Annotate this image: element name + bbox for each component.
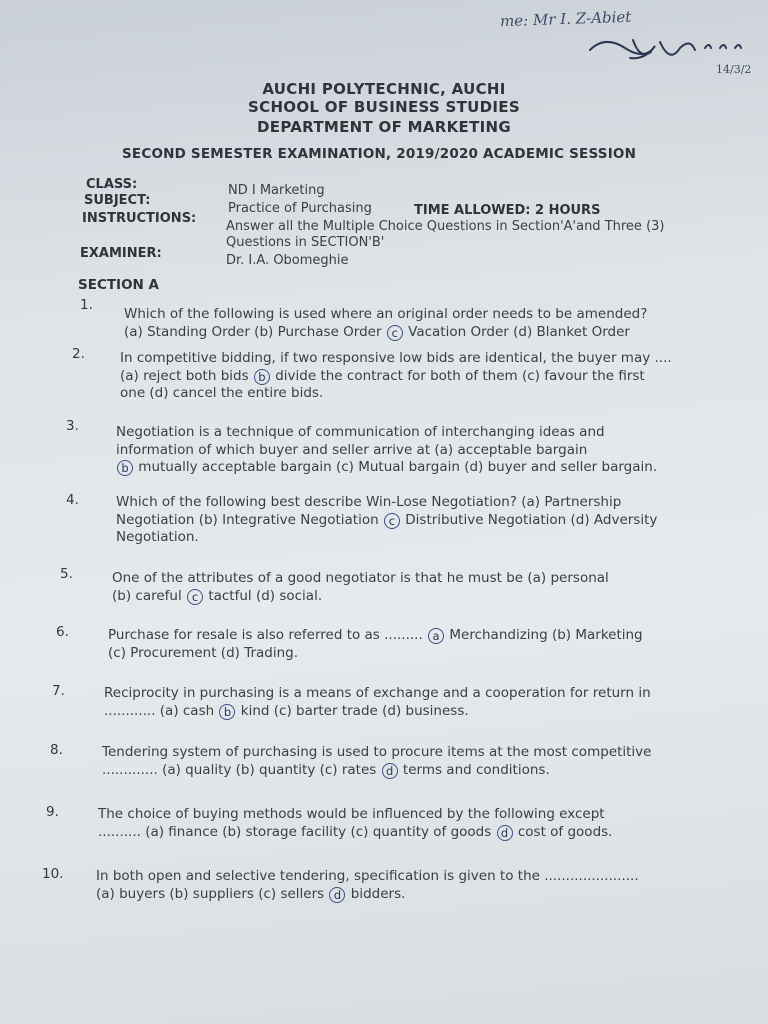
institution-name: AUCHI POLYTECHNIC, AUCHI <box>262 80 506 98</box>
answer-circle: d <box>497 825 513 841</box>
question-options: ............. (a) quality (b) quantity (c) rates d terms and conditions. <box>102 761 550 778</box>
question-line: (c) Procurement (d) Trading. <box>108 644 299 661</box>
question-8 <box>102 744 728 779</box>
question-options: ............ (a) cash b kind (c) barter trade (d) business. <box>104 702 469 719</box>
question-options: Negotiation (b) Integrative Negotiation c Distributive Negotiation (d) Adversity <box>116 511 658 528</box>
question-line: one (d) cancel the entire bids. <box>120 385 324 401</box>
question-line: information of which buyer and seller arrive at (a) acceptable bargain <box>116 441 588 458</box>
answer-circle: c <box>387 325 403 341</box>
question-number: 9. <box>46 804 59 820</box>
question-line: In both open and selective tendering, specification is given to the ...................... <box>96 868 639 884</box>
answer-circle: b <box>254 369 270 385</box>
department-name: DEPARTMENT OF MARKETING <box>257 118 511 136</box>
answer-circle: a <box>428 628 444 644</box>
examiner-label: EXAMINER: <box>80 246 162 261</box>
exam-session: SECOND SEMESTER EXAMINATION, 2019/2020 ACADEMIC SESSION <box>122 146 637 162</box>
question-line: The choice of buying methods would be influenced by the following except <box>98 806 605 822</box>
instructions-label: INSTRUCTIONS: <box>82 211 197 226</box>
answer-circle: b <box>117 460 133 476</box>
question-5 <box>112 570 718 605</box>
question-line: One of the attributes of a good negotiator is that he must be (a) personal <box>112 570 609 586</box>
question-options: (a) Standing Order (b) Purchase Order c Vacation Order (d) Blanket Order <box>124 323 630 340</box>
question-options: b mutually acceptable bargain (c) Mutual bargain (d) buyer and seller bargain. <box>116 459 712 477</box>
question-number: 7. <box>52 683 65 699</box>
question-number: 2. <box>72 346 85 362</box>
question-6 <box>108 627 720 662</box>
question-line: Negotiation is a technique of communication of interchanging ideas and <box>116 424 605 440</box>
answer-circle: d <box>382 763 398 779</box>
question-number: 8. <box>50 742 63 758</box>
handwritten-note: me: Mr I. Z-Abiet <box>499 7 632 31</box>
question-line: Negotiation. <box>116 529 199 545</box>
subject-value: Practice of Purchasing <box>228 201 372 216</box>
answer-circle: d <box>329 887 345 903</box>
handwritten-date: 14/3/2 <box>716 63 752 76</box>
question-number: 3. <box>66 418 79 434</box>
question-line: Which of the following best describe Win-Lose Negotiation? (a) Partnership <box>116 494 622 510</box>
class-value: ND I Marketing <box>228 183 325 198</box>
question-1 <box>124 306 704 341</box>
question-10 <box>96 868 736 903</box>
question-number: 6. <box>56 624 69 640</box>
question-3 <box>116 424 712 477</box>
question-9 <box>98 806 732 841</box>
answer-circle: c <box>187 589 203 605</box>
question-number: 10. <box>42 866 64 882</box>
school-name: SCHOOL OF BUSINESS STUDIES <box>248 98 520 116</box>
question-number: 4. <box>66 492 79 508</box>
instructions-line-2: Questions in SECTION'B' <box>226 235 385 250</box>
question-options: .......... (a) finance (b) storage facility (c) quantity of goods d cost of goods. <box>98 823 613 840</box>
question-7 <box>104 685 724 720</box>
question-options: (a) reject both bids b divide the contract for both of them (c) favour the first <box>120 367 645 384</box>
instructions-line-1: Answer all the Multiple Choice Questions in Section'A'and Three (3) <box>226 219 665 234</box>
examiner-value: Dr. I.A. Obomeghie <box>226 253 349 268</box>
question-options: Purchase for resale is also referred to as ......... a Merchandizing (b) Marketing <box>108 627 643 643</box>
question-line: In competitive bidding, if two responsive low bids are identical, the buyer may .... <box>120 350 672 366</box>
question-line: Reciprocity in purchasing is a means of exchange and a cooperation for return in <box>104 685 651 701</box>
time-allowed: TIME ALLOWED: 2 HOURS <box>414 203 601 218</box>
question-line: Tendering system of purchasing is used to procure items at the most competitive <box>102 744 652 760</box>
question-options: (a) buyers (b) suppliers (c) sellers d bidders. <box>96 885 406 902</box>
question-line: Which of the following is used where an original order needs to be amended? <box>124 306 648 322</box>
answer-circle: b <box>219 704 235 720</box>
section-a-title: SECTION A <box>78 277 160 293</box>
question-4 <box>116 494 716 547</box>
question-number: 5. <box>60 566 73 582</box>
question-number: 1. <box>80 297 93 313</box>
subject-label: SUBJECT: <box>84 193 151 208</box>
question-options: (b) careful c tactful (d) social. <box>112 587 323 604</box>
class-label: CLASS: <box>86 177 138 192</box>
question-2 <box>120 350 710 403</box>
answer-circle: c <box>384 513 400 529</box>
